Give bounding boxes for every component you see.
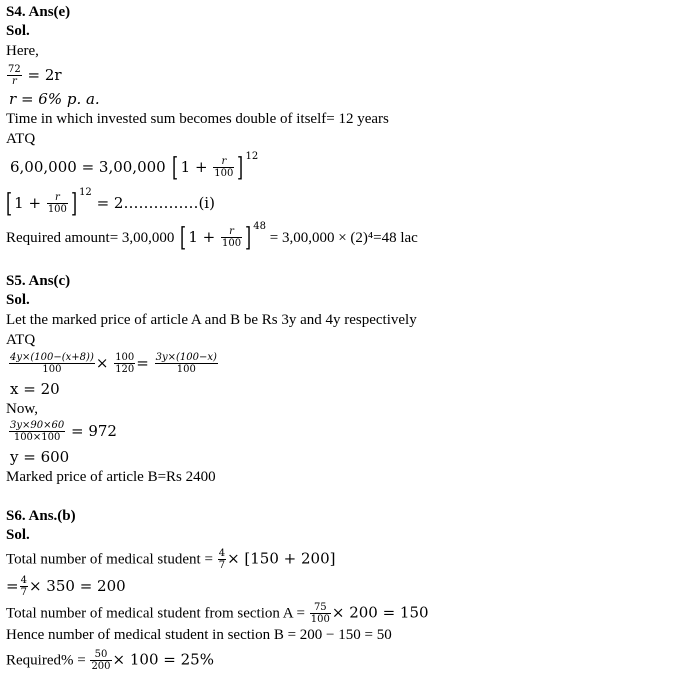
s6-sec-a-fraction: $\frac{75}{100}$: [310, 602, 330, 625]
s4-eq3-exponent: 12: [245, 151, 259, 162]
s5-equation-2: $\frac{3y\times 90\times 60}{100\times 100}$ = 972: [10, 420, 117, 443]
s6-section-a: Total number of medical student from section A = $\frac{75}{100}$ × 200 = 150: [6, 602, 429, 625]
s4-req-rhs: = 3,00,000 × (2)⁴=48 lac: [269, 230, 418, 246]
s5-now-text: Now,: [6, 401, 38, 417]
s6-section-b: Hence number of medical student in section B = 200 − 150 = 50: [6, 627, 392, 643]
s4-sol-label: Sol.: [6, 23, 30, 39]
s4-eq1-rhs: = 2r: [27, 66, 62, 84]
s4-atq-label: ATQ: [6, 131, 36, 147]
s6-required-percent: Required% = $\frac{50}{200}$ × 100 = 25%: [6, 649, 214, 672]
s4-eq3-fraction: $\frac{r}{100}$: [214, 156, 234, 179]
s4-req-exponent: 48: [253, 221, 266, 232]
s4-heading: S4. Ans(e): [6, 4, 71, 20]
s4-equation-3: 6,00,000 = 3,00,000 [ 1 + $\frac{r}{100}$ ] $^{12}$: [10, 151, 259, 183]
s5-heading: S5. Ans(c): [6, 273, 71, 289]
s4-eq1-fraction: $\frac{72}{r}$: [8, 64, 21, 87]
s4-required-amount: Required amount= 3,00,000 [ 1 + $\frac{r}{100}$ ] $^{48}$ = 3,00,000 × (2)⁴=48 lac: [6, 221, 418, 253]
s6-line-2: = $\frac{4}{7}$ × 350 = 200: [6, 575, 126, 598]
s6-sol-label: Sol.: [6, 527, 30, 543]
s4-eq4-fraction: $\frac{r}{100}$: [47, 192, 67, 215]
s5-eq1-fraction-3: $\frac{3y\times(100-x)}{100}$: [155, 352, 217, 375]
s6-total-students: Total number of medical student = $\frac{4}{7}$ × [150 + 200]: [6, 548, 336, 571]
s5-marked-price: Marked price of article B=Rs 2400: [6, 469, 216, 485]
s4-eq4-rhs: = 2……………(i): [96, 194, 215, 212]
s5-x-result: x = 20: [10, 380, 60, 398]
s5-eq1-fraction-1: $\frac{4y\times(100-(x+8))}{100}$: [10, 352, 94, 375]
s5-sol-label: Sol.: [6, 292, 30, 308]
s5-atq-label: ATQ: [6, 332, 36, 348]
s5-y-result: y = 600: [10, 448, 70, 466]
s4-eq4-exponent: 12: [79, 187, 92, 198]
s6-heading: S6. Ans.(b): [6, 508, 76, 524]
s5-let-text: Let the marked price of article A and B be Rs 3y and 4y respectively: [6, 312, 417, 328]
s4-double-text: Time in which invested sum becomes double of itself= 12 years: [6, 111, 389, 127]
s6-line2-fraction: $\frac{4}{7}$: [20, 575, 27, 598]
s4-req-fraction: $\frac{r}{100}$: [222, 226, 242, 249]
s6-total-fraction: $\frac{4}{7}$: [218, 548, 226, 571]
s4-equation-1: [6, 64, 62, 88]
s5-eq2-fraction: $\frac{3y\times 90\times 60}{100\times 100}$: [10, 420, 65, 443]
s5-eq1-fraction-2: $\frac{100}{120}$: [115, 352, 135, 375]
s4-here-text: Here,: [6, 43, 39, 59]
s5-equation-1: $\frac{4y\times(100-(x+8))}{100}$ × $\frac{100}{120}$ = $\frac{3y\times(100-x)}{100}$: [10, 352, 217, 375]
s6-req-fraction: $\frac{50}{200}$: [91, 649, 111, 672]
s4-equation-4: [ 1 + $\frac{r}{100}$ ] $^{12}$ = 2……………(i): [6, 187, 215, 219]
s4-equation-2: r = 6% p. a.: [9, 90, 100, 108]
